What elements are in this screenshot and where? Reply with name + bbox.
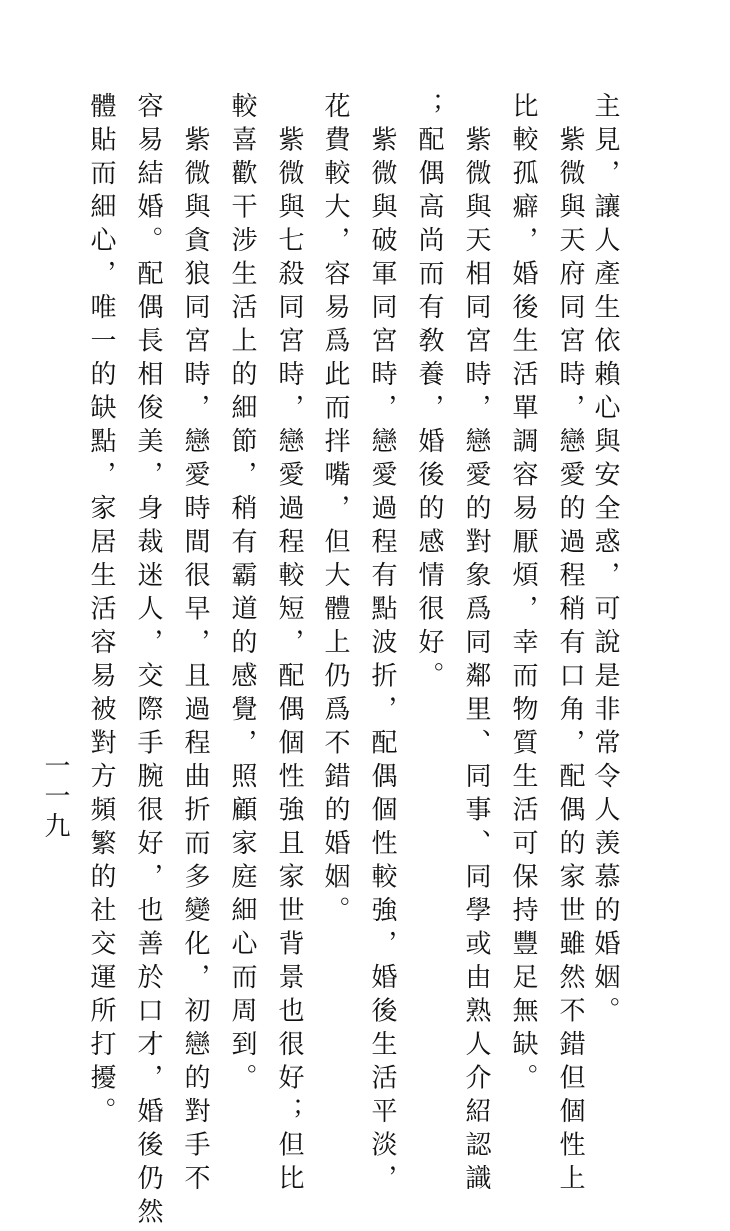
page-number: 一一九 bbox=[40, 752, 70, 842]
text-column-2: 紫微與天府同宮時，戀愛的過程稍有口角，配偶的家世雖然不錯但個性上 bbox=[555, 92, 585, 1198]
text-column-9: 較喜歡干涉生活上的細節，稍有霸道的感覺，照顧家庭細心而周到。 bbox=[227, 92, 257, 1097]
text-column-1: 主見，讓人產生依賴心與安全惑，可說是非常令人羡慕的婚姻。 bbox=[590, 92, 620, 1030]
text-column-10: 紫微與貪狼同宮時，戀愛時間很早，且過程曲折而多變化，初戀的對手不 bbox=[180, 92, 210, 1198]
text-column-6: 紫微與破軍同宮時，戀愛過程有點波折，配偶個性較強，婚後生活平淡， bbox=[367, 92, 397, 1198]
text-column-11: 容易結婚。配偶長相俊美，身裁迷人，交際手腕很好，也善於口才，婚後仍然 bbox=[133, 92, 163, 1231]
text-column-3: 比較孤癖，婚後生活單調容易厭煩，幸而物質生活可保持豐足無缺。 bbox=[508, 92, 538, 1097]
text-column-12: 體貼而細心，唯一的缺點，家居生活容易被對方頻繁的社交運所打擾。 bbox=[86, 92, 116, 1131]
text-column-4: 紫微與天相同宮時，戀愛的對象爲同鄰里、同事、同學或由熟人介紹認識 bbox=[461, 92, 491, 1198]
text-column-7: 花費較大，容易爲此而拌嘴，但大體上仍爲不錯的婚姻。 bbox=[320, 92, 350, 930]
text-column-5: ；配偶高尚而有敎養，婚後的感情很好。 bbox=[414, 92, 444, 695]
text-column-8: 紫微與七殺同宮時，戀愛過程較短，配偶個性強且家世背景也很好；但比 bbox=[274, 92, 304, 1198]
